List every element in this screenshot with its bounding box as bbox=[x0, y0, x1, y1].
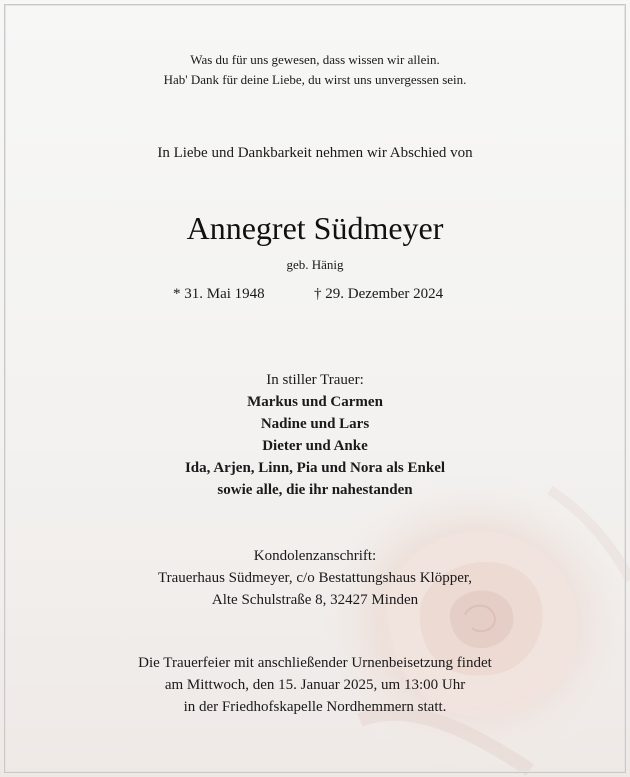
intro-text: In Liebe und Dankbarkeit nehmen wir Abschied von bbox=[157, 145, 473, 161]
service-line-2: am Mittwoch, den 15. Januar 2025, um 13:00 Uhr bbox=[164, 677, 466, 693]
mourner-name: Dieter und Anke bbox=[262, 438, 368, 454]
birth-date: * 31. Mai 1948 bbox=[173, 286, 265, 302]
mourner-name: Markus und Carmen bbox=[247, 394, 383, 410]
quote-line-2: Hab' Dank für deine Liebe, du wirst uns unvergessen sein. bbox=[163, 72, 467, 87]
condolence-heading: Kondolenzanschrift: bbox=[253, 548, 377, 564]
quote-line-1: Was du für uns gewesen, dass wissen wir allein. bbox=[190, 52, 440, 67]
death-date: † 29. Dezember 2024 bbox=[314, 286, 444, 302]
birth-name: geb. Hänig bbox=[286, 257, 344, 272]
condolence-line-2: Alte Schulstraße 8, 32427 Minden bbox=[211, 592, 419, 608]
mourner-name: Ida, Arjen, Linn, Pia und Nora als Enkel bbox=[184, 460, 446, 476]
condolence-line-1: Trauerhaus Südmeyer, c/o Bestattungshaus Klöpper, bbox=[157, 570, 473, 586]
service-line-1: Die Trauerfeier mit anschließender Urnenbeisetzung findet bbox=[138, 655, 492, 671]
deceased-name: Annegret Südmeyer bbox=[186, 210, 444, 246]
mourner-name: sowie alle, die ihr nahestanden bbox=[217, 482, 413, 498]
service-line-3: in der Friedhofskapelle Nordhemmern statt. bbox=[183, 699, 447, 715]
rose-watermark bbox=[300, 470, 630, 777]
mourner-name: Nadine und Lars bbox=[260, 416, 370, 432]
mourners-heading: In stiller Trauer: bbox=[266, 372, 364, 388]
